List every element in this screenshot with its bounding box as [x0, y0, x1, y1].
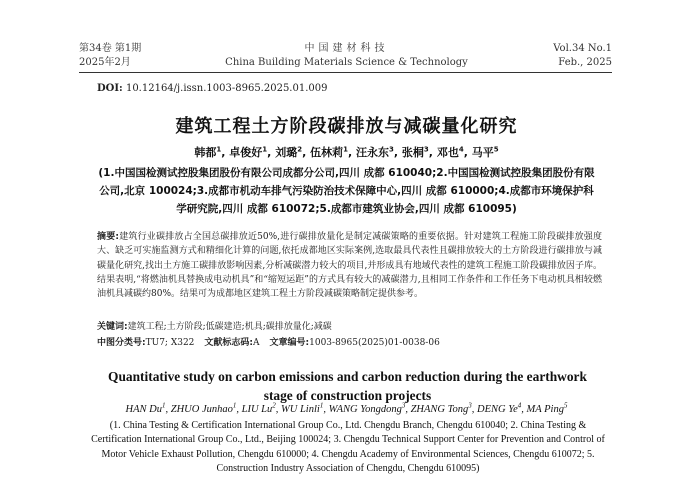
doi-line	[97, 83, 327, 94]
author-en: WU Linli$^1$,	[281, 401, 326, 415]
header-right	[553, 42, 612, 70]
classification-line	[97, 336, 602, 350]
abstract-text: 建筑行业碳排放占全国总碳排放近50%,进行碳排放量化是制定减碳策略的重要依据。针对建筑工程施工阶段碳排放强度大、缺乏可实施监测方式和精细化计算的问题,依托成都地区实际案例,选取最具代表性且碳排放较大的土方阶段进行碳排放与减碳量化研究,找出土方施工碳排放影响因素,分析减碳潜力较大的项目,并形成具有地域代表性的建筑工程施工阶段碳排放因子库。结果表明,“将燃油机具替换成电动机具”和“缩短运距”的方式具有较大的减碳潜力,且相同工作条件和工作任务下电动机具相较燃油机具减碳约80%。结果可为成都地区建筑工程土方阶段减碳策略制定提供参考。	[97, 232, 602, 300]
journal-name-en: China Building Materials Science & Technology	[225, 57, 468, 68]
affiliations-cn: (1.中国国检测试控股集团股份有限公司成都分公司,四川 成都 610040;2.中国国检测试控股集团股份有限公司,北京 100024;3.成都市机动车排气污染防治技术保障中心,四川 成都 610000;4.成都市环境保护科学研究院,四川 成都 610072;5.成都市建筑业协会,四川 成都 610095)	[98, 167, 595, 215]
abstract-cn	[97, 230, 602, 301]
author-cn: 汪永东$^3$,	[356, 145, 399, 159]
journal-name-cn: 中国建材科技	[304, 43, 389, 54]
clc-value: TU7; X322	[145, 338, 195, 348]
doc-code-label: 文献标志码:	[204, 338, 254, 348]
doi-label: DOI:	[97, 83, 123, 94]
date-en: Feb., 2025	[558, 57, 612, 68]
author-en: LIU Lu$^2$,	[241, 401, 279, 415]
clc-label: 中图分类号:	[97, 338, 146, 348]
author-cn: 马平$^5$	[471, 145, 499, 159]
author-cn: 卓俊好$^1$,	[229, 145, 272, 159]
date-cn: 2025年2月	[79, 57, 131, 68]
author-en: DENG Ye$^4$,	[477, 401, 524, 415]
author-list-cn	[0, 144, 693, 160]
doi-link[interactable]: 10.12164/j.issn.1003-8965.2025.01.009	[125, 83, 328, 94]
abstract-label: 摘要:	[97, 232, 119, 242]
article-number-label: 文章编号:	[269, 338, 310, 348]
volume-issue-cn: 第34卷 第1期	[79, 43, 142, 54]
author-cn: 刘璐$^2$,	[275, 145, 307, 159]
author-en: ZHANG Tong$^3$,	[410, 401, 475, 415]
author-cn: 韩都$^1$,	[194, 145, 226, 159]
paper-title-cn: 建筑工程土方阶段碳排放与减碳量化研究	[175, 116, 518, 137]
keywords-text: 建筑工程;土方阶段;低碳建造;机具;碳排放量化;减碳	[127, 322, 332, 332]
author-en: MA Ping$^5$	[526, 401, 568, 415]
author-list-en	[0, 401, 693, 415]
author-cn: 张桐$^3$,	[401, 145, 433, 159]
author-cn: 邓也$^4$,	[436, 145, 468, 159]
affiliations-en: (1. China Testing & Certification International Group Co., Ltd. Chengdu Branch, Chengdu 610040; 2. China Testing & Certification International Group Co., Ltd., Beijing 100024; 3. Chengdu Technical Support Center for Prevention and Control of Motor Vehicle Exhaust Pollution, Chengdu 610000; 4. Chengdu Academy of Environmental Sciences, Chengdu 610072; 5. Construction Industry Association of Chengdu, Chengdu 610095)	[91, 420, 605, 475]
doc-code-value: A	[253, 338, 260, 348]
article-number-value: 1003-8965(2025)01-0038-06	[309, 338, 440, 348]
volume-issue-en: Vol.34 No.1	[553, 43, 612, 54]
author-cn: 伍林莉$^1$,	[310, 145, 353, 159]
keywords-cn	[97, 320, 602, 334]
author-en: HAN Du$^1$,	[125, 401, 169, 415]
author-en: ZHUO Junhao$^1$,	[170, 401, 239, 415]
author-en: WANG Yongdong$^3$,	[328, 401, 408, 415]
keywords-label: 关键词:	[97, 322, 128, 332]
paper-title-en: Quantitative study on carbon emissions and carbon reduction during the earthwork stage of construction projects	[108, 369, 587, 403]
header-divider	[79, 72, 612, 73]
